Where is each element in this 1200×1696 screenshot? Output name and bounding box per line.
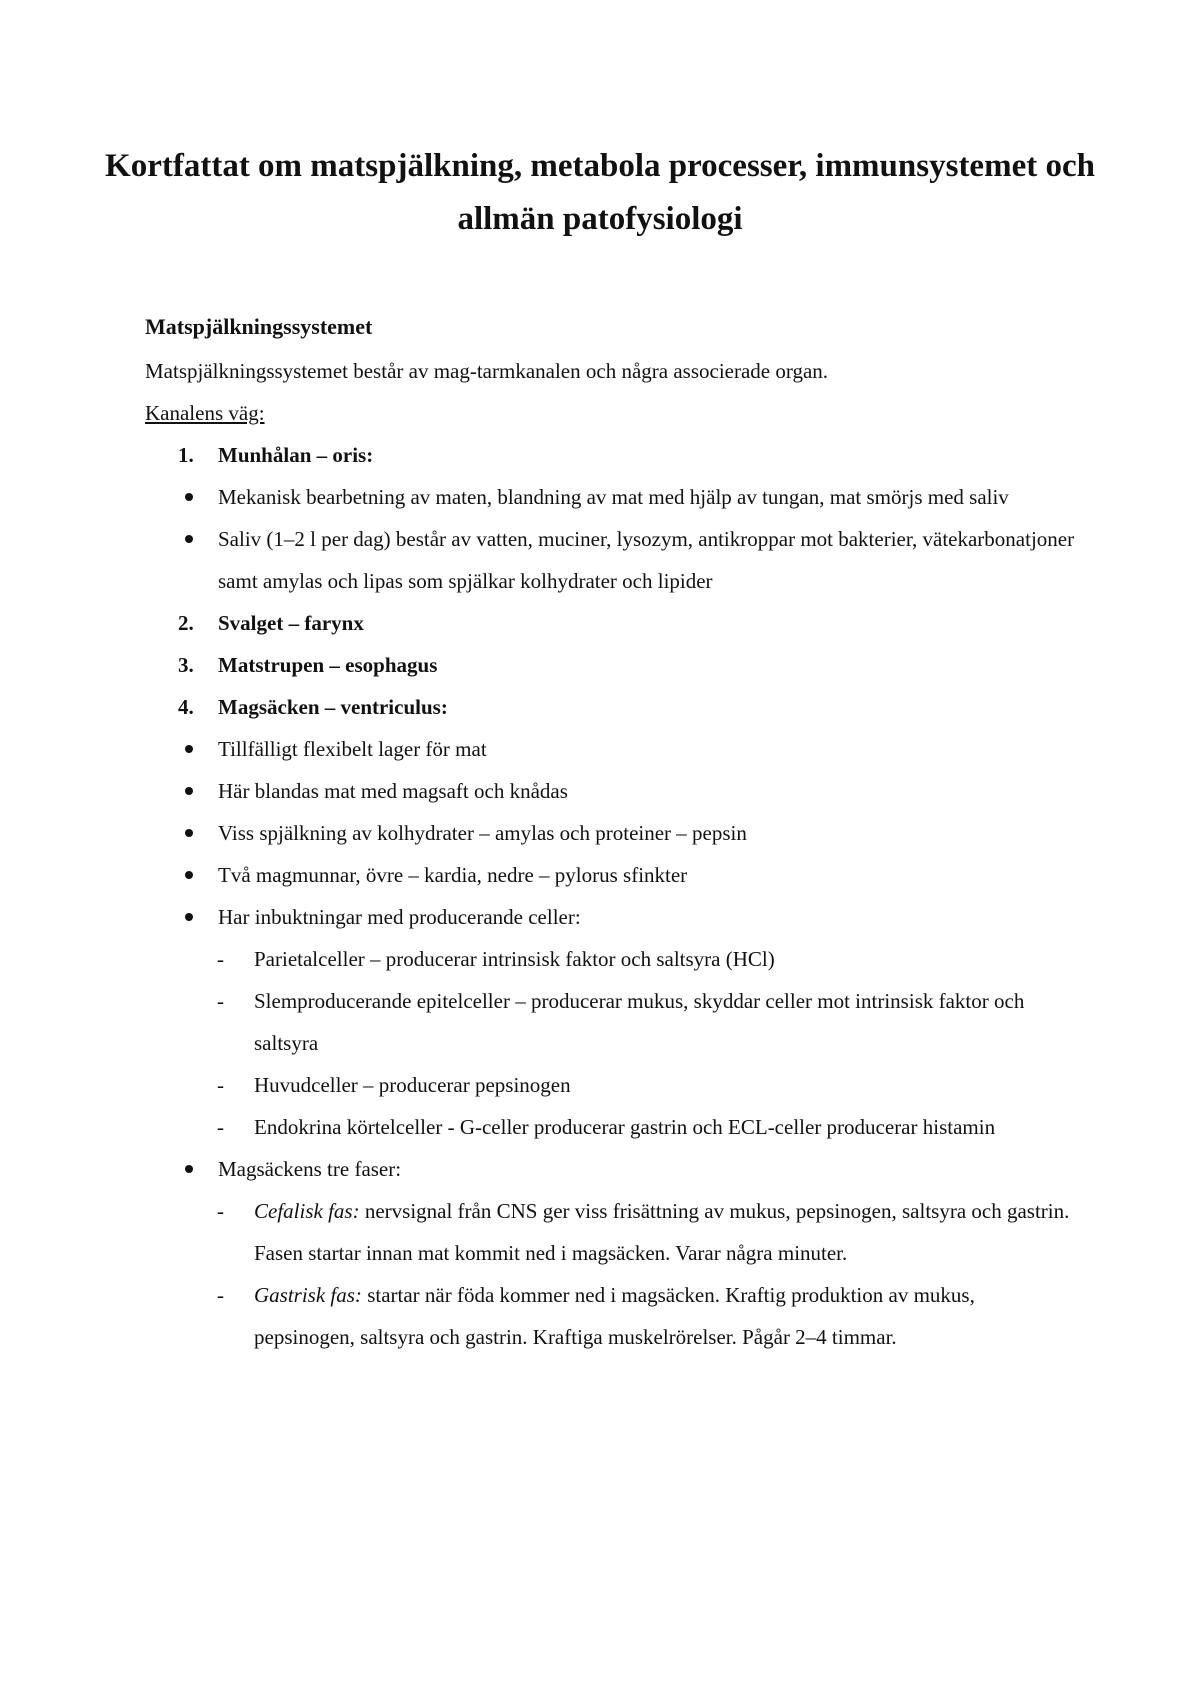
bullet-item — [145, 770, 1075, 812]
numbered-item-4 — [145, 686, 1075, 728]
bullet-icon — [185, 1165, 193, 1173]
bullet-item — [145, 728, 1075, 770]
section-heading: Matspjälkningssystemet — [145, 314, 373, 339]
numbered-item-1 — [145, 434, 1075, 476]
bullet-icon — [185, 913, 193, 921]
bullet-text: Mekanisk bearbetning av maten, blandning av mat med hjälp av tungan, mat smörjs med saliv — [218, 485, 1009, 509]
dash-item — [145, 938, 1075, 980]
dash-item — [145, 980, 1075, 1064]
item-number: 4. — [178, 695, 194, 719]
bullet-text: Tillfälligt flexibelt lager för mat — [218, 737, 487, 761]
bullet-text: Magsäckens tre faser: — [218, 1157, 402, 1181]
phase-text: nervsignal från CNS ger viss frisättning av mukus, pepsinogen, saltsyra och gastrin. Fasen startar innan mat kommit ned i magsäcken. Varar några minuter. — [254, 1199, 1070, 1265]
bullet-icon — [185, 493, 193, 501]
bullet-item — [145, 476, 1075, 518]
phase-label: Cefalisk fas: — [254, 1199, 360, 1223]
item-number: 2. — [178, 611, 194, 635]
document-body — [145, 308, 1075, 1358]
bullet-icon — [185, 745, 193, 753]
bullet-text: Här blandas mat med magsaft och knådas — [218, 779, 568, 803]
bullet-text: Saliv (1–2 l per dag) består av vatten, muciner, lysozym, antikroppar mot bakterier, vätekarbonatjoner samt amylas och lipas som spjälkar kolhydrater och lipider — [218, 527, 1075, 593]
dash-marker: - — [217, 1283, 224, 1307]
phase-label: Gastrisk fas: — [254, 1283, 362, 1307]
bullet-item — [145, 896, 1075, 938]
numbered-item-3 — [145, 644, 1075, 686]
bullet-text: Två magmunnar, övre – kardia, nedre – pylorus sfinkter — [218, 863, 688, 887]
subheading: Kanalens väg: — [145, 401, 265, 425]
dash-marker: - — [217, 1115, 224, 1139]
dash-item — [145, 1106, 1075, 1148]
dash-text: Slemproducerande epitelceller – producerar mukus, skyddar celler mot intrinsisk faktor och saltsyra — [254, 989, 1025, 1055]
dash-marker: - — [217, 947, 224, 971]
item-text: Matstrupen – esophagus — [218, 653, 438, 677]
numbered-item-2 — [145, 602, 1075, 644]
title-line-2: allmän patofysiologi — [457, 201, 743, 237]
dash-marker: - — [217, 1073, 224, 1097]
bullet-item — [145, 854, 1075, 896]
dash-text: Parietalceller – producerar intrinsisk faktor och saltsyra (HCl) — [254, 947, 775, 971]
bullet-icon — [185, 871, 193, 879]
bullet-icon — [185, 535, 193, 543]
dash-marker: - — [217, 989, 224, 1013]
dash-marker: - — [217, 1199, 224, 1223]
phase-text: startar när föda kommer ned i magsäcken. Kraftig produktion av mukus, pepsinogen, saltsyra och gastrin. Kraftiga muskelrörelser. Pågår 2–4 timmar. — [254, 1283, 975, 1349]
dash-item — [145, 1064, 1075, 1106]
document-title — [100, 140, 1100, 246]
phase-item-cefalisk — [145, 1190, 1075, 1274]
item-number: 1. — [178, 443, 194, 467]
phase-item-gastrisk — [145, 1274, 1075, 1358]
bullet-item — [145, 1148, 1075, 1190]
item-text: Munhålan – oris: — [218, 443, 374, 467]
bullet-item — [145, 518, 1075, 602]
intro-paragraph: Matspjälkningssystemet består av mag-tarmkanalen och några associerade organ. — [145, 359, 829, 383]
bullet-text: Har inbuktningar med producerande celler: — [218, 905, 581, 929]
item-text: Svalget – farynx — [218, 611, 364, 635]
dash-text: Huvudceller – producerar pepsinogen — [254, 1073, 571, 1097]
bullet-text: Viss spjälkning av kolhydrater – amylas och proteiner – pepsin — [218, 821, 747, 845]
item-text: Magsäcken – ventriculus: — [218, 695, 448, 719]
title-line-1: Kortfattat om matspjälkning, metabola processer, immunsystemet och — [105, 148, 1095, 184]
bullet-icon — [185, 829, 193, 837]
item-number: 3. — [178, 653, 194, 677]
bullet-item — [145, 812, 1075, 854]
dash-text: Endokrina körtelceller - G-celler producerar gastrin och ECL-celler producerar histamin — [254, 1115, 996, 1139]
bullet-icon — [185, 787, 193, 795]
